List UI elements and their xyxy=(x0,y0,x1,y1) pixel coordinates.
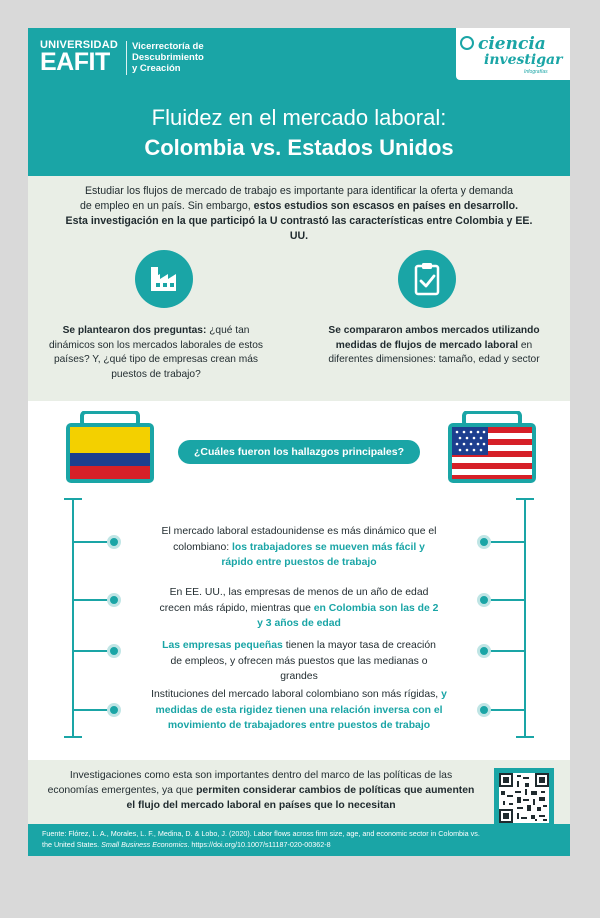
vicerrectoria-label xyxy=(132,41,242,74)
bullet-node xyxy=(107,593,121,607)
finding-3 xyxy=(156,638,442,685)
vice-line-1: Vicerrectoría de xyxy=(132,41,204,52)
source-doi: . https://doi.org/10.1007/s11187-020-00362-8 xyxy=(187,840,331,849)
title-line-1: Fluidez en el mercado laboral: xyxy=(151,105,447,130)
finding-2 xyxy=(156,585,442,632)
intro-line-1: Estudiar los flujos de mercado de trabajo es importante para identificar la oferta y demanda xyxy=(84,185,514,197)
footer-text-bold: permiten considerar cambios de políticas que aumenten el flujo del mercado laboral en países que lo necesitan xyxy=(126,785,475,811)
ciencia-mark-icon xyxy=(460,36,474,50)
footer-text-regular: Investigaciones como esta son importantes dentro del marco de las políticas de las economías emergentes, ya que xyxy=(47,770,453,796)
questions-right xyxy=(314,324,554,368)
bullet-node xyxy=(107,535,121,549)
questions-left-bold: Se plantearon dos preguntas: xyxy=(62,325,207,336)
usa-flag-suitcase-icon xyxy=(446,411,538,485)
logo-divider xyxy=(126,41,127,75)
intro-line-2a: de empleo en un país. Sin embargo, xyxy=(79,200,254,212)
finding-4 xyxy=(146,687,452,734)
infografias-text: Infografías xyxy=(524,69,548,75)
finding-4-highlight: y medidas de esta rigidez tienen una relación inversa con el movimiento de trabajadores entre puestos de trabajo xyxy=(155,689,447,731)
finding-3-highlight: Las empresas pequeñas xyxy=(162,640,283,651)
colombia-flag-suitcase-icon xyxy=(64,411,156,485)
finding-2-highlight: en Colombia son las de 2 y 3 años de edad xyxy=(257,602,439,629)
findings-title-pill: ¿Cuáles fueron los hallazgos principales? xyxy=(178,440,420,464)
intro-line-3: Esta investigación en la que participó la U contrastó las características entre Colombia y EE. UU. xyxy=(65,215,533,242)
intro-paragraph xyxy=(58,184,540,244)
questions-right-rest: en diferentes dimensiones: tamaño, edad y sector xyxy=(328,339,540,365)
logo-university-text: UNIVERSIDAD xyxy=(40,39,118,51)
finding-2-text: En EE. UU., las empresas de menos de un año de edad crecen más rápido, mientras que xyxy=(159,587,429,614)
footer-paragraph xyxy=(46,768,476,813)
bullet-node xyxy=(107,644,121,658)
bullet-node xyxy=(477,593,491,607)
finding-1-text: El mercado laboral estadounidense es más dinámico que el colombiano: xyxy=(161,526,437,553)
finding-3-text: tienen la mayor tasa de creación de empleos, y ofrecen más puestos que las medianas o grandes xyxy=(170,640,436,682)
right-connector-bottom xyxy=(516,736,534,738)
source-journal: Small Business Economics xyxy=(101,840,188,849)
qr-code-pattern xyxy=(499,773,549,823)
questions-right-bold: Se compararon ambos mercados utilizando medidas de flujos de mercado laboral xyxy=(328,325,540,351)
right-connector-top xyxy=(516,498,534,500)
eafit-logo xyxy=(40,39,118,76)
bullet-node xyxy=(107,703,121,717)
vice-line-2: Descubrimiento xyxy=(132,52,204,63)
ciencia-logo xyxy=(456,28,570,80)
bullet-node xyxy=(477,535,491,549)
clipboard-check-icon xyxy=(398,250,456,308)
source-citation xyxy=(42,824,482,850)
ciencia-brand-text: ciencia xyxy=(478,34,546,54)
vice-line-3: y Creación xyxy=(132,63,181,74)
left-connector-line xyxy=(72,498,74,738)
questions-left-rest: ¿qué tan dinámicos son los mercados laborales de estos países? Y, ¿qué tipo de empresas crean más puestos de trabajo? xyxy=(48,325,264,380)
intro-line-2 xyxy=(58,199,540,214)
factory-icon xyxy=(135,250,193,308)
infographic xyxy=(28,28,570,856)
bullet-node xyxy=(477,703,491,717)
bullet-node xyxy=(477,644,491,658)
intro-line-2b: estos estudios son escasos en países en desarrollo. xyxy=(253,200,519,212)
title-line-2: Colombia vs. Estados Unidos xyxy=(144,135,454,160)
right-connector-line xyxy=(524,498,526,738)
left-connector-bottom xyxy=(64,736,82,738)
finding-1 xyxy=(156,524,442,571)
finding-4-text: Instituciones del mercado laboral colombiano son más rígidas, xyxy=(151,689,442,700)
finding-1-highlight: los trabajadores se mueven más fácil y rápido entre puestos de trabajo xyxy=(221,541,425,568)
investigar-brand-text: investigar xyxy=(484,52,563,68)
source-text: Fuente: Flórez, L. A., Morales, L. F., Medina, D. & Lobo, J. (2020). Labor flows across firm size, age, and economic sector in Colombia vs. the United States. xyxy=(42,829,480,849)
left-connector-top xyxy=(64,498,82,500)
qr-code[interactable] xyxy=(494,768,554,828)
questions-left xyxy=(43,324,269,382)
header xyxy=(28,28,570,176)
logo-eafit-text: EAFIT xyxy=(40,48,110,76)
